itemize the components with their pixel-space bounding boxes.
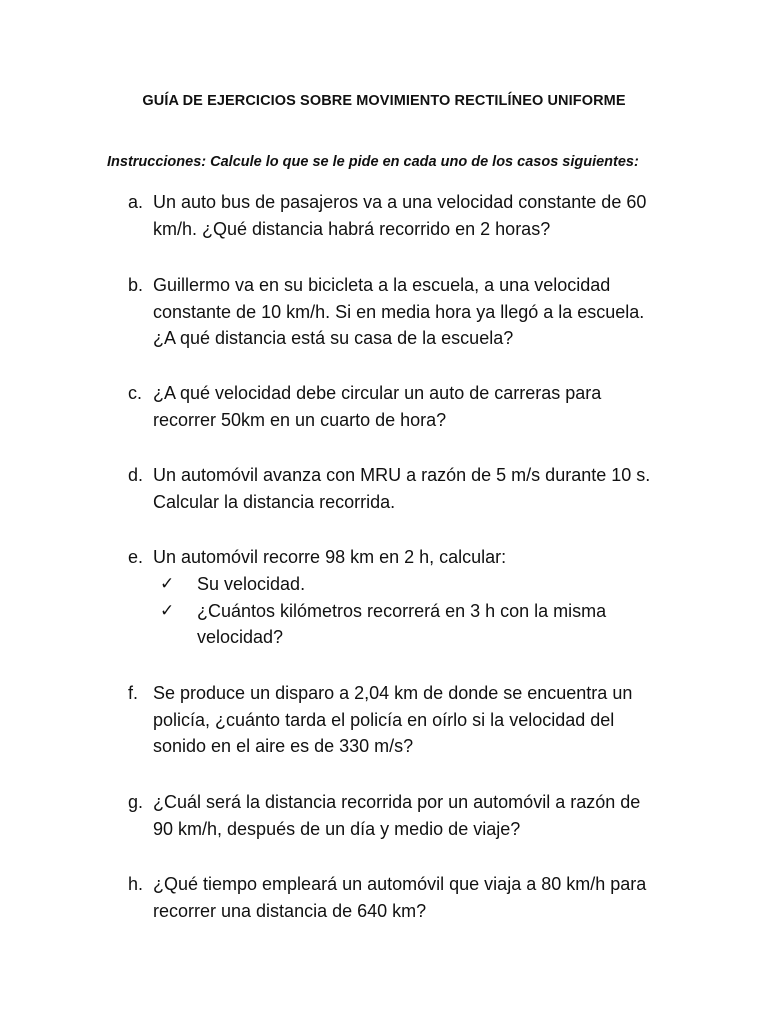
check-list-item (160, 598, 660, 651)
exercise-line: Se produce un disparo a 2,04 km de donde se encuentra un (153, 683, 633, 703)
instructions-label: Instrucciones (107, 154, 202, 170)
exercise-line: km/h. ¿Qué distancia habrá recorrido en 2 horas? (153, 218, 551, 239)
exercise-f (128, 680, 688, 760)
exercise-line: Un auto bus de pasajeros va a una velocidad constante de 60 (153, 192, 647, 212)
exercise-h (128, 871, 688, 924)
exercise-c (128, 380, 688, 433)
exercise-letter: g. (128, 792, 144, 812)
check-item-text: ¿Cuántos kilómetros recorrerá en 3 h con la misma (197, 600, 607, 621)
exercise-letter: d. (128, 465, 144, 485)
exercise-letter: f. (128, 683, 139, 703)
exercise-letter: a. (128, 192, 144, 212)
exercise-line: Un automóvil recorre 98 km en 2 h, calcular: (153, 547, 507, 567)
exercise-line: ¿A qué velocidad debe circular un auto de carreras para (153, 383, 602, 403)
exercise-line: recorrer 50km en un cuarto de hora? (153, 409, 447, 430)
exercise-g (128, 789, 688, 842)
exercise-e-subitems (160, 571, 660, 651)
exercise-e (128, 544, 688, 571)
instructions-text: : Calcule lo que se le pide en cada uno de los casos siguientes: (201, 154, 639, 170)
check-list-item (160, 571, 660, 598)
exercise-letter: h. (128, 874, 144, 894)
exercise-letter: c. (128, 383, 143, 403)
exercise-line: Calcular la distancia recorrida. (153, 491, 396, 512)
exercise-b (128, 272, 688, 352)
exercise-line: Un automóvil avanza con MRU a razón de 5 m/s durante 10 s. (153, 465, 651, 485)
exercise-line: constante de 10 km/h. Si en media hora ya llegó a la escuela. (153, 301, 645, 322)
exercise-line: recorrer una distancia de 640 km? (153, 900, 427, 921)
exercise-line: sonido en el aire es de 330 m/s? (153, 736, 414, 756)
document-title: GUÍA DE EJERCICIOS SOBRE MOVIMIENTO RECTILÍNEO UNIFORME (142, 93, 626, 109)
exercise-line: ¿A qué distancia está su casa de la escuela? (153, 328, 514, 348)
instructions (107, 154, 639, 170)
exercise-letter: b. (128, 275, 144, 295)
exercise-line: ¿Cuál será la distancia recorrida por un automóvil a razón de (153, 792, 641, 812)
exercise-line: Guillermo va en su bicicleta a la escuela, a una velocidad (153, 275, 611, 295)
exercise-line: 90 km/h, después de un día y medio de viaje? (153, 818, 521, 839)
exercise-a (128, 189, 688, 242)
check-item-text: Su velocidad. (197, 574, 306, 594)
exercise-line: policía, ¿cuánto tarda el policía en oírlo si la velocidad del (153, 709, 615, 730)
check-item-text: velocidad? (197, 627, 284, 647)
exercise-d (128, 462, 688, 515)
exercise-line: ¿Qué tiempo empleará un automóvil que viaja a 80 km/h para (153, 874, 647, 894)
check-icon: ✓ (160, 600, 175, 621)
check-icon: ✓ (160, 574, 175, 594)
exercise-letter: e. (128, 547, 144, 567)
